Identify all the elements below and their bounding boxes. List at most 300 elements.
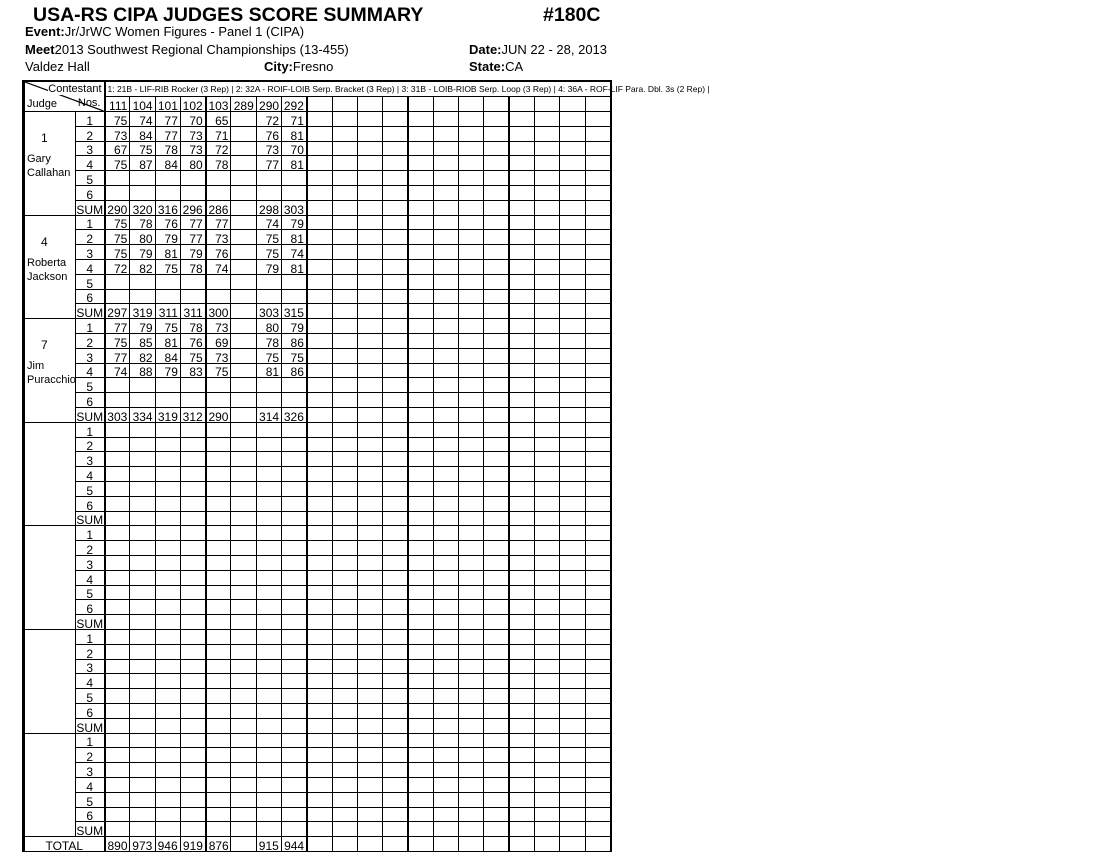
score-cell [383,216,408,230]
score-cell [560,645,585,660]
score-cell [155,734,180,748]
score-cell [231,142,256,156]
sum-cell [105,512,130,526]
score-cell [560,290,585,304]
figure-rep-label: 3 [76,452,105,467]
score-cell: 75 [206,364,231,378]
score-cell [130,793,155,808]
score-cell [408,793,433,808]
figure-rep-label: 5 [76,586,105,600]
corner-header [25,82,104,111]
score-cell [484,142,509,156]
score-cell [484,630,509,645]
figure-rep-label: 2 [76,645,105,660]
score-cell [130,571,155,586]
sum-cell [560,719,585,734]
score-cell [206,556,231,571]
judge-score-row [24,586,611,600]
score-cell [560,171,585,186]
meet-line [25,43,349,56]
score-cell [484,127,509,142]
score-cell [535,734,560,748]
score-cell: 67 [105,142,130,156]
score-cell [433,112,458,127]
score-cell [459,630,484,645]
score-cell [535,171,560,186]
score-cell [130,600,155,615]
sum-cell [155,512,180,526]
score-cell: 80 [130,230,155,245]
score-cell [130,748,155,763]
judge-name [27,153,70,180]
score-cell [560,630,585,645]
score-cell [383,452,408,467]
score-cell [206,541,231,556]
sum-cell [307,615,332,630]
score-cell [433,808,458,822]
score-cell [155,526,180,541]
score-cell [180,541,205,556]
judge-score-row [24,600,611,615]
score-cell [155,482,180,497]
score-cell [484,393,509,408]
score-cell [433,630,458,645]
sum-cell: 312 [180,408,205,423]
sum-cell [383,719,408,734]
judge-score-row [24,112,611,127]
contestant-number [560,96,585,111]
score-cell [332,556,357,571]
score-cell [282,556,307,571]
judge-score-row [24,571,611,586]
score-cell [509,704,534,719]
score-cell [256,290,281,304]
score-cell [307,541,332,556]
score-cell [282,763,307,778]
score-cell [383,808,408,822]
score-cell [408,216,433,230]
score-cell [231,467,256,482]
figure-rep-label: 6 [76,186,105,201]
score-cell [155,393,180,408]
score-cell [180,778,205,793]
score-cell [459,275,484,290]
score-cell [155,600,180,615]
sum-cell [282,822,307,837]
score-cell [332,704,357,719]
score-cell [256,556,281,571]
total-cell [484,837,509,852]
score-cell [509,571,534,586]
sum-cell [332,304,357,319]
score-cell [307,586,332,600]
score-cell [332,334,357,349]
score-cell [332,689,357,704]
score-cell [433,186,458,201]
score-cell [357,423,382,438]
state-label: State: [469,59,506,74]
score-cell [484,423,509,438]
judge-score-row [24,186,611,201]
score-cell [206,660,231,674]
score-cell [484,571,509,586]
score-cell [332,674,357,689]
score-cell [256,704,281,719]
figure-rep-label: 5 [76,793,105,808]
contestant-number [459,96,484,111]
figure-rep-label: 5 [76,689,105,704]
score-cell [459,127,484,142]
sum-cell [357,201,382,216]
score-cell [383,438,408,452]
score-cell [408,704,433,719]
score-cell [383,186,408,201]
score-cell [383,423,408,438]
score-cell [459,586,484,600]
score-cell [206,275,231,290]
score-cell [459,186,484,201]
score-cell [357,571,382,586]
score-cell [484,230,509,245]
sum-cell [357,408,382,423]
score-cell [282,808,307,822]
score-cell [332,497,357,512]
score-cell [560,127,585,142]
score-cell: 73 [180,142,205,156]
score-cell [509,497,534,512]
sum-cell [560,201,585,216]
figure-rep-label: 4 [76,364,105,378]
score-cell [332,230,357,245]
score-cell [180,704,205,719]
judge-number: 7 [41,338,48,352]
score-cell [535,704,560,719]
score-cell [509,334,534,349]
score-cell [535,482,560,497]
score-cell [535,630,560,645]
score-cell: 79 [155,230,180,245]
score-cell [180,571,205,586]
score-cell [105,600,130,615]
sum-cell: 320 [130,201,155,216]
score-cell [105,704,130,719]
score-cell [231,393,256,408]
score-cell [282,186,307,201]
judges-score-table [22,80,710,853]
score-cell [130,689,155,704]
score-cell: 77 [180,216,205,230]
score-cell [155,186,180,201]
score-cell: 75 [105,112,130,127]
score-cell [408,438,433,452]
score-cell [383,526,408,541]
score-cell [383,112,408,127]
figure-rep-label: 4 [76,260,105,275]
score-cell [459,734,484,748]
score-cell [484,808,509,822]
score-cell [383,245,408,260]
score-cell: 77 [155,127,180,142]
sum-cell [256,615,281,630]
score-cell [332,482,357,497]
sum-cell: 319 [130,304,155,319]
sum-cell [408,615,433,630]
score-cell [130,171,155,186]
judge-score-row [24,689,611,704]
score-cell [433,571,458,586]
score-cell [105,793,130,808]
score-cell [256,630,281,645]
score-cell [307,645,332,660]
score-cell [231,734,256,748]
score-cell [459,793,484,808]
score-cell [433,393,458,408]
score-cell [180,556,205,571]
judge-cell [24,526,76,630]
judge-last-name: Puracchio [27,373,76,386]
judge-sum-row [24,201,611,216]
score-cell [459,526,484,541]
score-cell [509,674,534,689]
score-cell [105,541,130,556]
score-cell: 78 [130,216,155,230]
figure-rep-label: 3 [76,142,105,156]
score-cell [509,127,534,142]
score-cell [231,364,256,378]
date-label: Date: [469,41,502,57]
score-cell [535,808,560,822]
judge-score-row [24,467,611,482]
figure-rep-label: 4 [76,467,105,482]
score-cell: 74 [206,260,231,275]
score-cell [105,423,130,438]
score-cell [155,763,180,778]
event-line [25,25,304,38]
score-cell [332,275,357,290]
score-cell: 65 [206,112,231,127]
score-cell [206,171,231,186]
score-cell: 73 [206,230,231,245]
score-cell [231,452,256,467]
score-cell [509,112,534,127]
score-cell [282,778,307,793]
score-cell [130,630,155,645]
score-cell [307,778,332,793]
score-cell [560,763,585,778]
score-cell [357,171,382,186]
score-cell [105,556,130,571]
score-cell [433,245,458,260]
score-cell [433,674,458,689]
score-cell [332,438,357,452]
score-cell [332,216,357,230]
total-label: TOTAL [24,837,105,852]
score-cell [130,541,155,556]
score-cell [383,349,408,364]
score-cell [130,674,155,689]
score-cell [307,438,332,452]
score-cell [282,290,307,304]
sum-label: SUM [76,719,105,734]
score-cell [282,630,307,645]
figure-rep-label: 1 [76,526,105,541]
score-cell [585,245,611,260]
score-cell [509,541,534,556]
judge-score-row [24,171,611,186]
sum-cell [307,408,332,423]
sum-cell [383,408,408,423]
score-cell [560,704,585,719]
score-cell [560,438,585,452]
score-cell [307,660,332,674]
score-cell: 77 [155,112,180,127]
sum-cell: 315 [282,304,307,319]
figure-rep-label: 2 [76,748,105,763]
score-cell [155,541,180,556]
score-cell [130,660,155,674]
judge-sum-row [24,512,611,526]
score-cell [484,556,509,571]
score-cell [560,541,585,556]
sum-cell [459,615,484,630]
score-cell [206,186,231,201]
score-cell [357,245,382,260]
report-title: USA-RS CIPA JUDGES SCORE SUMMARY [33,4,424,26]
sum-cell [585,512,611,526]
judge-score-row [24,497,611,512]
score-cell [408,734,433,748]
score-cell: 81 [256,364,281,378]
score-cell [433,600,458,615]
score-cell [535,378,560,393]
sum-cell [408,822,433,837]
sum-label: SUM [76,513,104,527]
score-cell [105,290,130,304]
score-cell [206,748,231,763]
score-cell: 73 [206,319,231,334]
score-cell [206,586,231,600]
sum-cell [282,719,307,734]
contestant-number [357,96,382,111]
sum-cell [585,719,611,734]
total-cell: 973 [130,837,155,852]
sum-cell [433,512,458,526]
score-cell [307,482,332,497]
sum-cell: 311 [155,304,180,319]
score-cell: 73 [206,349,231,364]
judge-sum-row [24,304,611,319]
sum-cell [560,512,585,526]
score-cell [231,290,256,304]
score-cell [585,689,611,704]
sum-label: SUM [76,408,105,423]
score-cell [560,734,585,748]
judge-name [27,360,76,387]
score-cell [105,186,130,201]
score-cell [307,808,332,822]
score-cell [535,586,560,600]
city-label: City: [264,59,293,74]
judge-score-row [24,393,611,408]
score-cell [256,378,281,393]
score-cell [256,778,281,793]
score-cell [408,748,433,763]
score-cell [535,275,560,290]
judge-last-name: Callahan [27,166,71,179]
score-cell: 72 [256,112,281,127]
judge-score-row [24,541,611,556]
sum-cell [357,615,382,630]
score-cell [130,186,155,201]
score-cell [332,748,357,763]
contestant-number [509,96,534,111]
total-cell [307,837,332,852]
score-cell [307,319,332,334]
nos-header-label: Nos. [77,97,101,109]
score-cell: 86 [282,334,307,349]
score-cell [357,630,382,645]
score-cell [408,186,433,201]
score-cell [535,541,560,556]
score-cell: 75 [105,230,130,245]
score-cell [155,778,180,793]
score-cell: 76 [180,334,205,349]
score-cell [459,556,484,571]
score-cell [459,319,484,334]
score-cell [307,142,332,156]
score-cell [459,541,484,556]
score-cell [383,319,408,334]
score-cell [560,349,585,364]
score-cell [357,349,382,364]
figure-rep-label: 6 [76,808,105,822]
figure-rep-label: 3 [76,763,105,778]
total-cell: 876 [206,837,231,852]
sum-cell: 290 [206,408,231,423]
score-cell [585,438,611,452]
score-cell [408,230,433,245]
score-cell [282,482,307,497]
score-cell [509,600,534,615]
score-cell [332,571,357,586]
score-cell [256,186,281,201]
sum-cell [408,408,433,423]
sum-cell: 300 [206,304,231,319]
score-cell: 82 [130,349,155,364]
judge-info [25,423,75,523]
judge-score-row [24,808,611,822]
score-cell [130,704,155,719]
score-cell [459,423,484,438]
sum-cell [332,719,357,734]
score-cell [231,674,256,689]
score-cell [585,808,611,822]
score-cell [535,689,560,704]
score-cell [509,216,534,230]
score-cell [459,763,484,778]
contestant-number: 102 [180,96,205,111]
sum-cell [231,304,256,319]
total-cell [509,837,534,852]
score-cell [408,112,433,127]
score-cell [383,467,408,482]
score-cell: 81 [282,260,307,275]
score-cell [282,571,307,586]
score-cell: 78 [206,156,231,171]
score-cell [433,171,458,186]
sum-cell [357,512,382,526]
score-cell [509,467,534,482]
